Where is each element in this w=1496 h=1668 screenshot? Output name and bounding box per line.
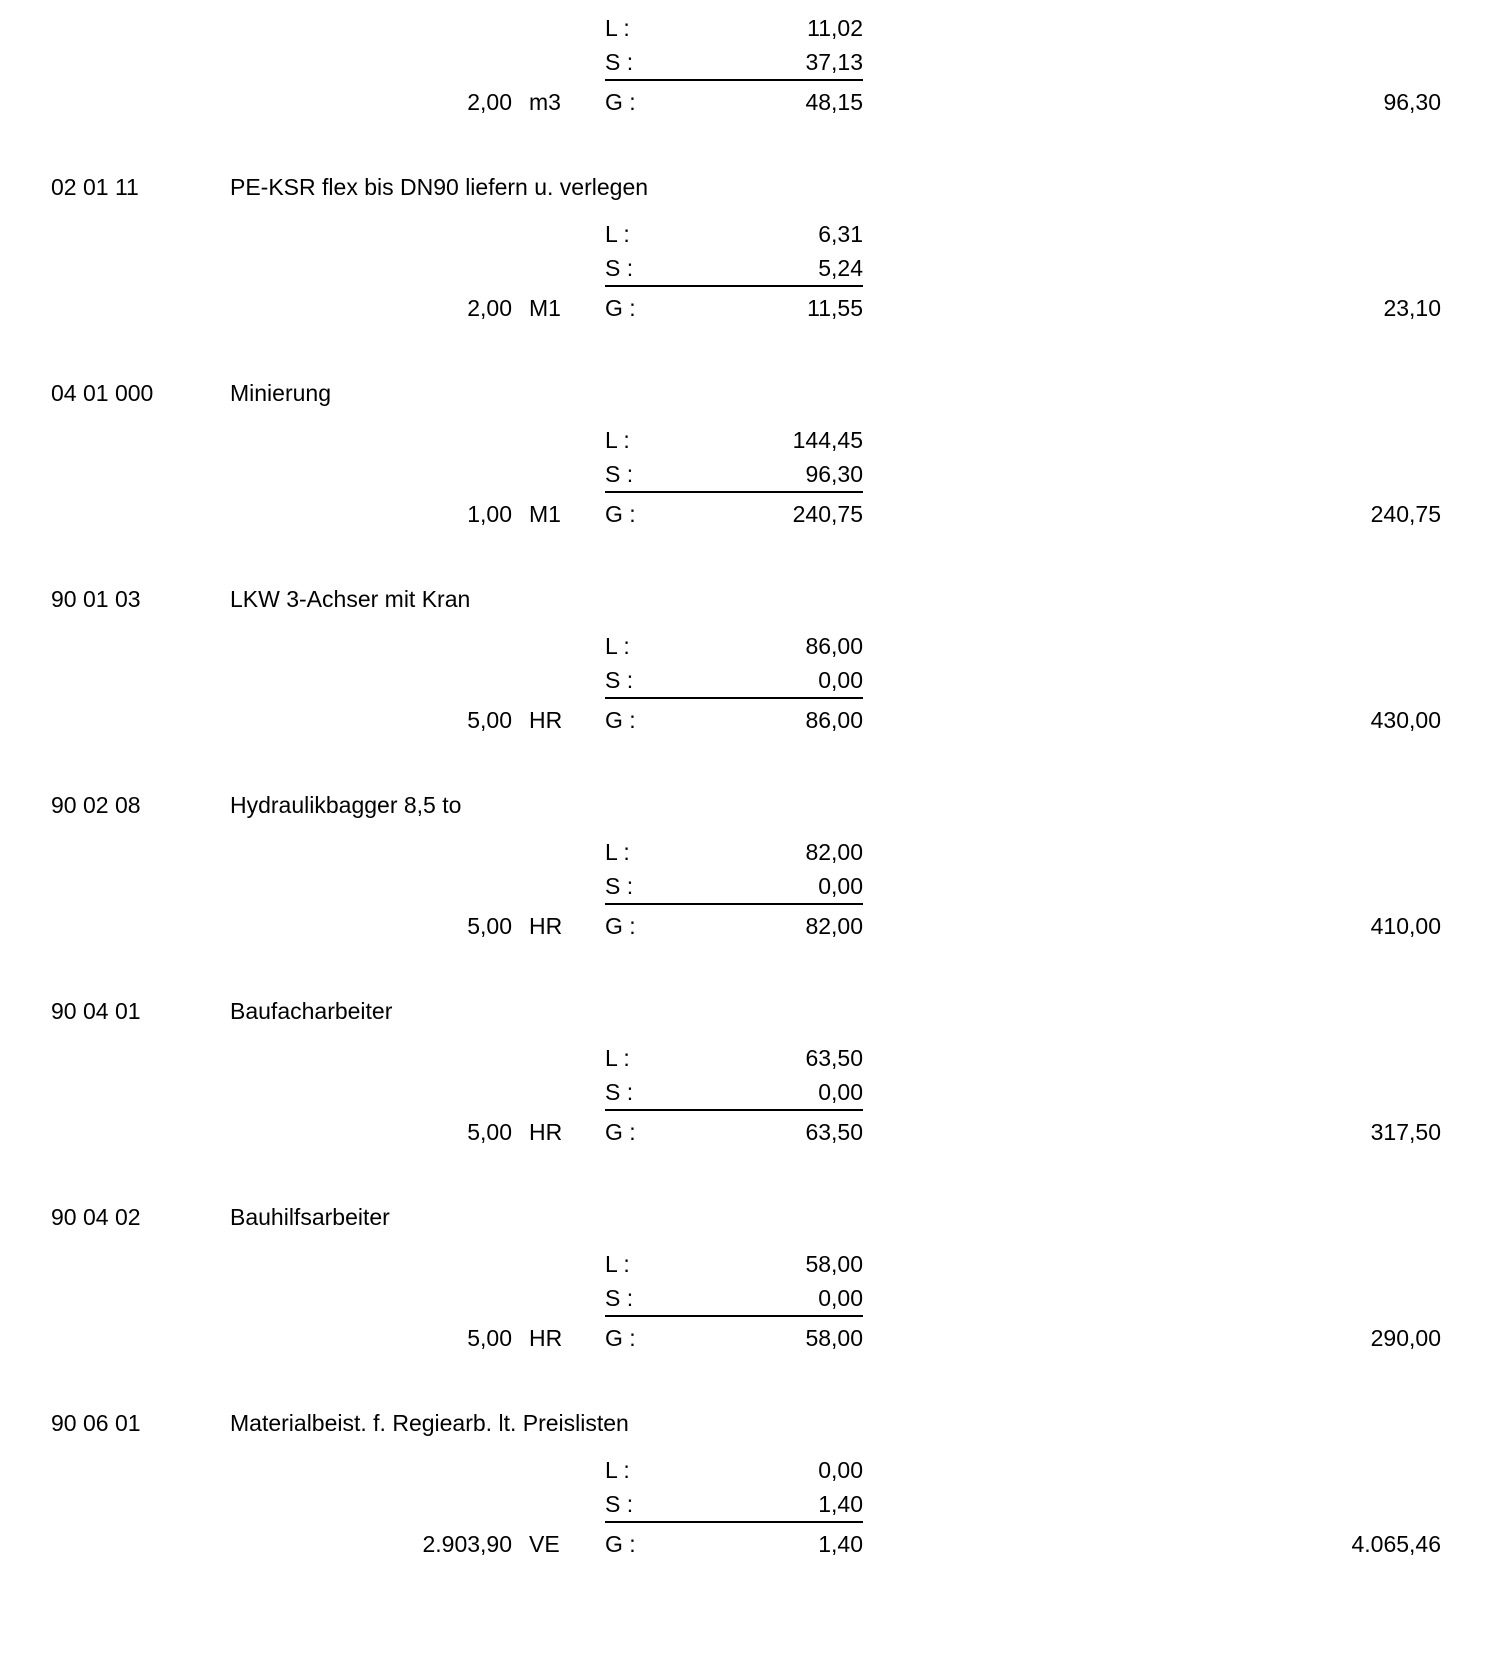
unit: M1: [529, 501, 561, 527]
line-total: 4.065,46: [1351, 1531, 1441, 1557]
l-label: L :: [605, 427, 630, 453]
position-block: [0, 1404, 1496, 1610]
g-label: G :: [605, 89, 636, 115]
quantity: 5,00: [467, 913, 512, 939]
s-label: S :: [605, 667, 634, 693]
g-value: 86,00: [805, 707, 863, 733]
position-block: [0, 374, 1496, 580]
g-label: G :: [605, 1325, 636, 1351]
position-code: 90 02 08: [51, 792, 141, 818]
g-value: 58,00: [805, 1325, 863, 1351]
sum-rule: [605, 903, 863, 905]
unit: HR: [529, 1325, 563, 1351]
l-value: 144,45: [792, 427, 863, 453]
g-label: G :: [605, 1119, 636, 1145]
position-code: 90 04 01: [51, 998, 141, 1024]
g-value: 82,00: [805, 913, 863, 939]
g-label: G :: [605, 913, 636, 939]
g-label: G :: [605, 295, 636, 321]
quantity: 2,00: [467, 295, 512, 321]
sum-rule: [605, 491, 863, 493]
s-label: S :: [605, 255, 634, 281]
l-value: 0,00: [818, 1457, 863, 1483]
g-label: G :: [605, 501, 636, 527]
line-total: 96,30: [1383, 89, 1441, 115]
l-label: L :: [605, 1251, 630, 1277]
s-value: 0,00: [818, 667, 863, 693]
position-description: Minierung: [230, 380, 331, 406]
position-block: [0, 168, 1496, 374]
s-label: S :: [605, 1491, 634, 1517]
l-label: L :: [605, 221, 630, 247]
line-total: 430,00: [1370, 707, 1441, 733]
l-label: L :: [605, 1457, 630, 1483]
l-value: 63,50: [805, 1045, 863, 1071]
s-value: 1,40: [818, 1491, 863, 1517]
line-total: 410,00: [1370, 913, 1441, 939]
quantity: 2.903,90: [422, 1531, 512, 1557]
position-code: 90 01 03: [51, 586, 141, 612]
s-label: S :: [605, 1285, 634, 1311]
g-value: 63,50: [805, 1119, 863, 1145]
l-value: 6,31: [818, 221, 863, 247]
position-block: [0, 992, 1496, 1198]
s-value: 0,00: [818, 873, 863, 899]
s-label: S :: [605, 1079, 634, 1105]
s-label: S :: [605, 49, 634, 75]
sum-rule: [605, 79, 863, 81]
l-label: L :: [605, 1045, 630, 1071]
quantity: 5,00: [467, 1119, 512, 1145]
s-label: S :: [605, 461, 634, 487]
quantity: 2,00: [467, 89, 512, 115]
quantity: 5,00: [467, 707, 512, 733]
line-total: 240,75: [1370, 501, 1441, 527]
position-block: [0, 786, 1496, 992]
s-value: 5,24: [818, 255, 863, 281]
s-label: S :: [605, 873, 634, 899]
s-value: 0,00: [818, 1285, 863, 1311]
g-value: 1,40: [818, 1531, 863, 1557]
g-value: 11,55: [807, 295, 863, 321]
position-code: 90 04 02: [51, 1204, 141, 1230]
l-value: 58,00: [805, 1251, 863, 1277]
position-description: Baufacharbeiter: [230, 998, 393, 1024]
l-label: L :: [605, 633, 630, 659]
unit: M1: [529, 295, 561, 321]
quantity: 5,00: [467, 1325, 512, 1351]
line-total: 317,50: [1370, 1119, 1441, 1145]
position-description: Bauhilfsarbeiter: [230, 1204, 390, 1230]
l-value: 11,02: [807, 15, 863, 41]
sum-rule: [605, 697, 863, 699]
s-value: 96,30: [805, 461, 863, 487]
g-label: G :: [605, 1531, 636, 1557]
unit: HR: [529, 707, 563, 733]
s-value: 0,00: [818, 1079, 863, 1105]
line-total: 290,00: [1370, 1325, 1441, 1351]
position-description: PE-KSR flex bis DN90 liefern u. verlegen: [230, 174, 649, 200]
position-block: [0, 580, 1496, 786]
position-description: Materialbeist. f. Regiearb. lt. Preislisten: [230, 1410, 629, 1436]
position-code: 02 01 11: [51, 174, 139, 200]
g-value: 240,75: [792, 501, 863, 527]
unit: HR: [529, 913, 563, 939]
l-label: L :: [605, 15, 630, 41]
position-description: Hydraulikbagger 8,5 to: [230, 792, 462, 818]
line-total: 23,10: [1383, 295, 1441, 321]
sum-rule: [605, 285, 863, 287]
l-value: 82,00: [805, 839, 863, 865]
position-description: LKW 3-Achser mit Kran: [230, 586, 471, 612]
position-block: [0, 1198, 1496, 1404]
sum-rule: [605, 1315, 863, 1317]
unit: HR: [529, 1119, 563, 1145]
position-code: 90 06 01: [51, 1410, 141, 1436]
position-code: 04 01 000: [51, 380, 154, 406]
l-label: L :: [605, 839, 630, 865]
l-value: 86,00: [805, 633, 863, 659]
position-block: [0, 0, 1496, 168]
g-value: 48,15: [805, 89, 863, 115]
sum-rule: [605, 1521, 863, 1523]
unit: m3: [529, 89, 561, 115]
sum-rule: [605, 1109, 863, 1111]
g-label: G :: [605, 707, 636, 733]
unit: VE: [529, 1531, 560, 1557]
quantity: 1,00: [467, 501, 512, 527]
s-value: 37,13: [805, 49, 863, 75]
